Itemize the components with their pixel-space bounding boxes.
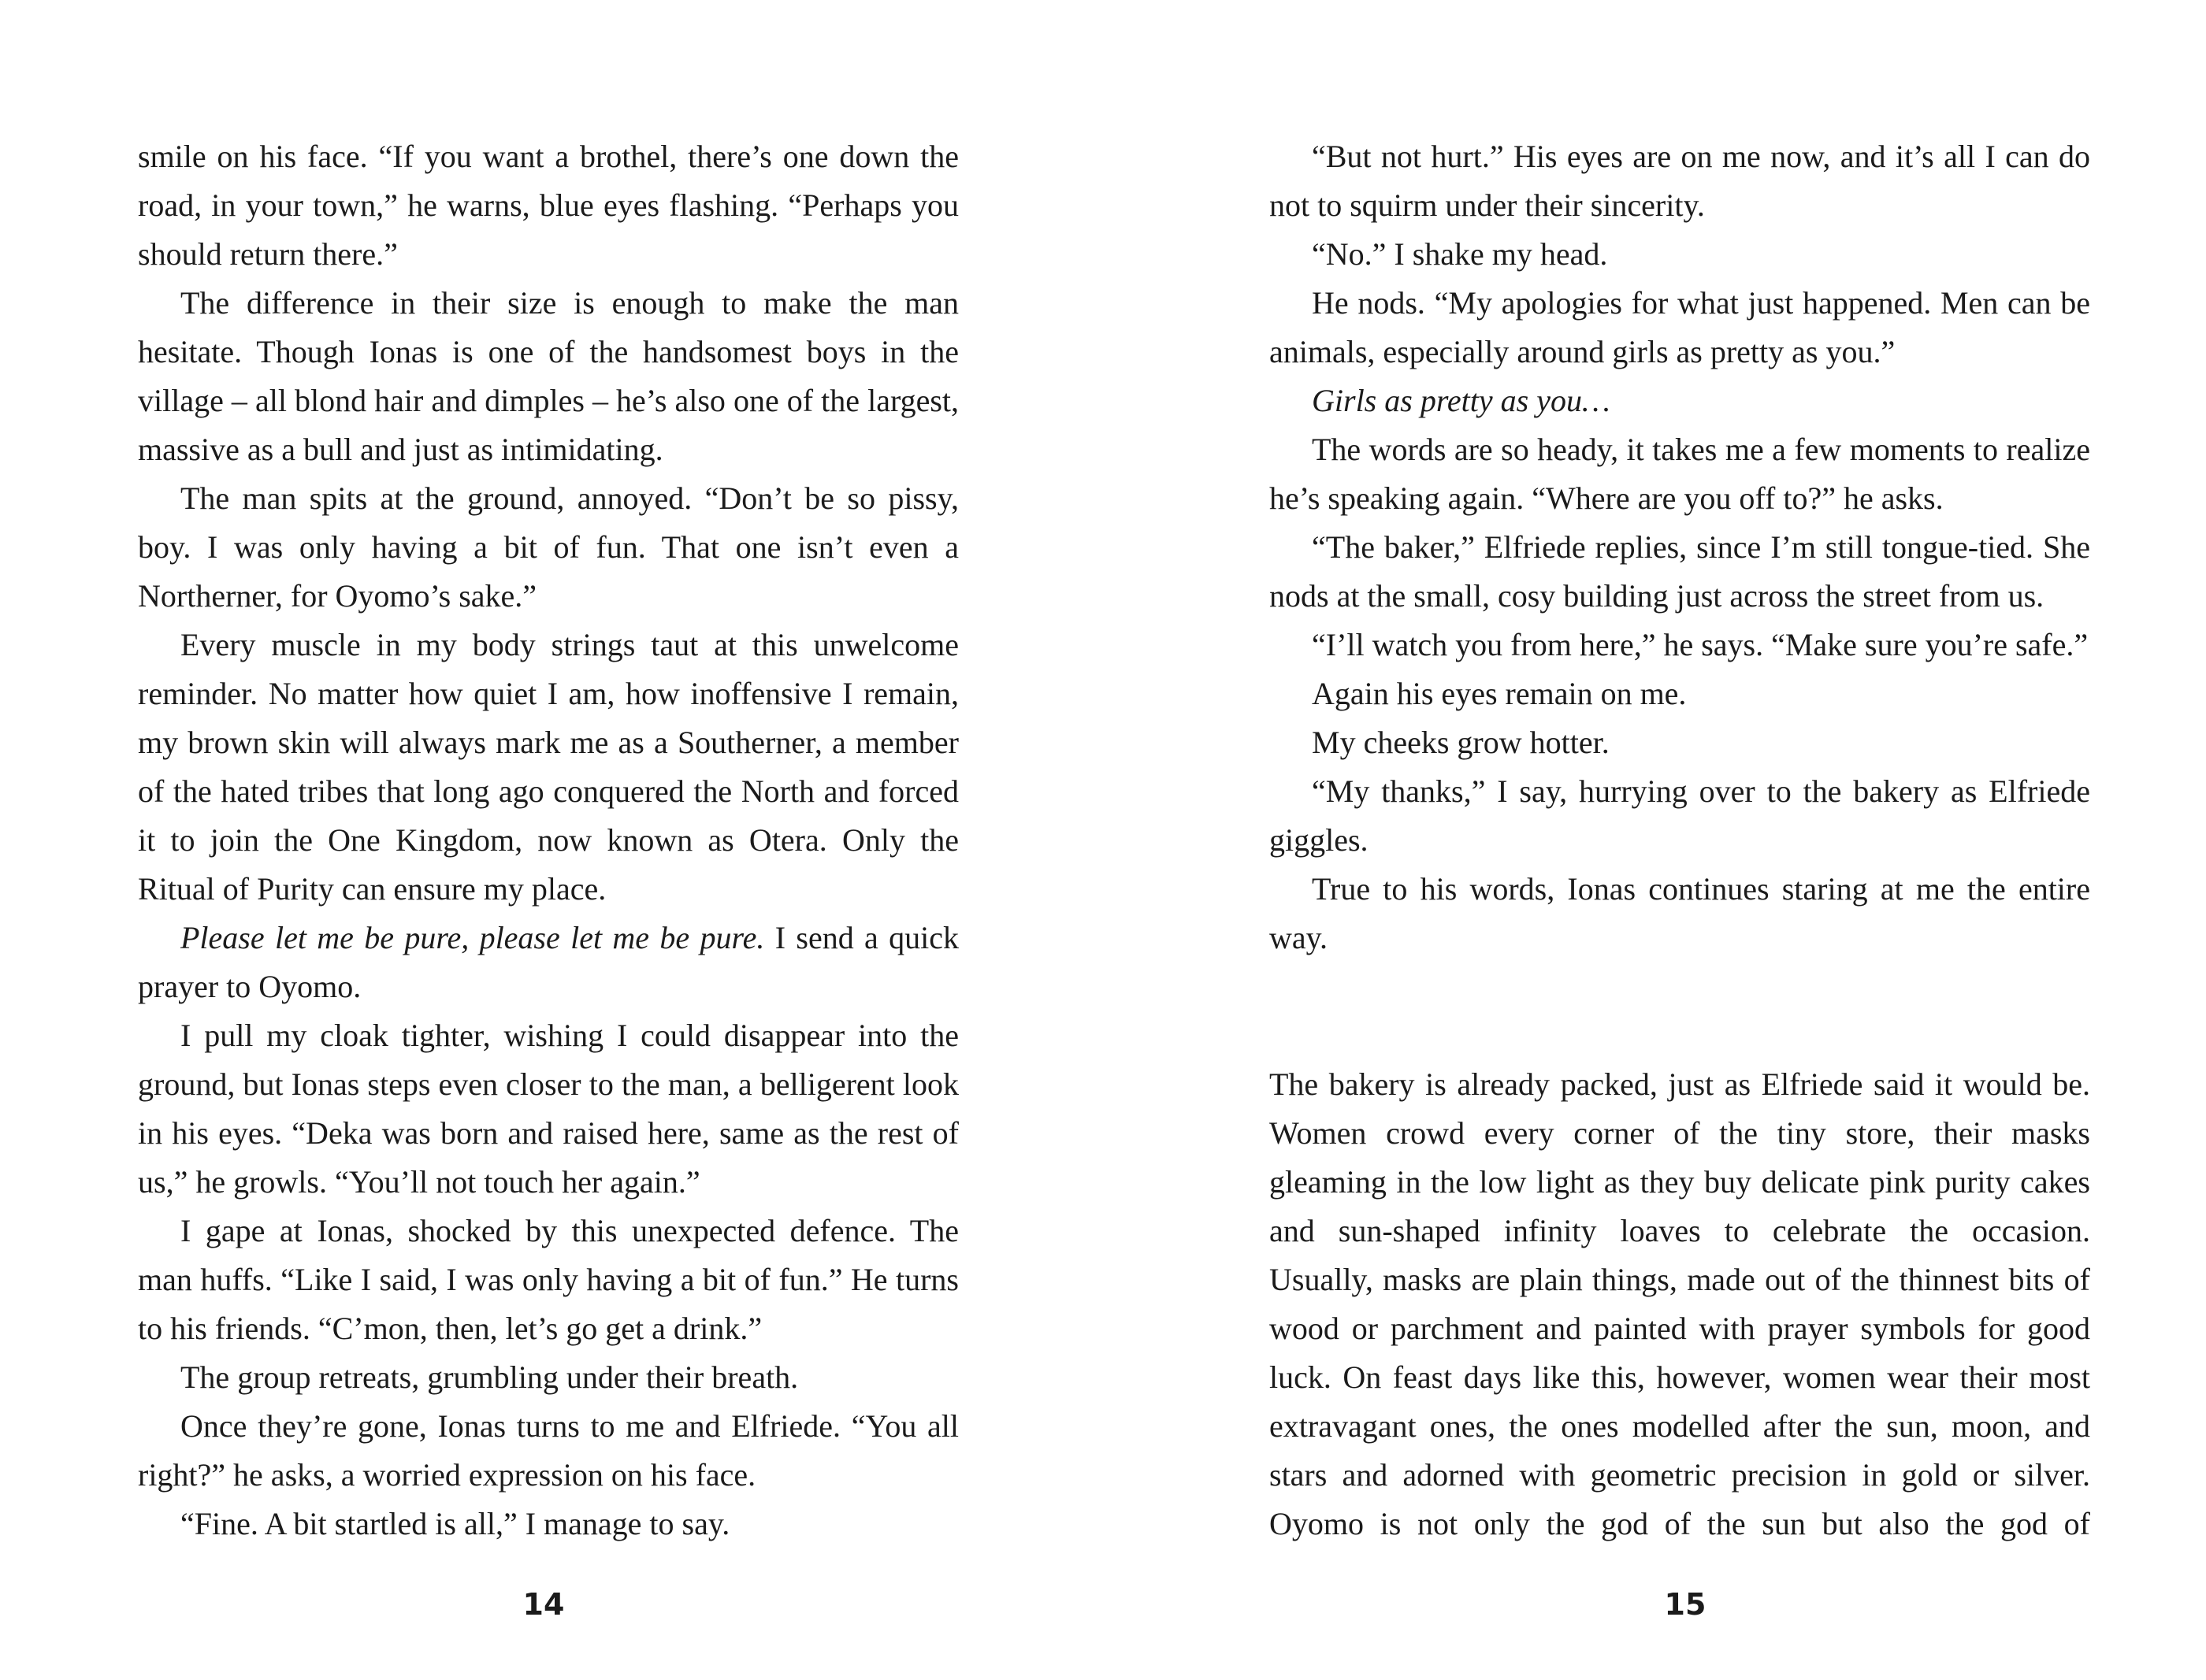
- prayer-italic-text: Please let me be pure, please let me be pure.: [180, 920, 765, 955]
- paragraph: “I’ll watch you from here,” he says. “Make sure you’re safe.”: [1312, 627, 2089, 662]
- prayer-paragraph: [138, 914, 959, 1011]
- section-paragraph: The bakery is already packed, just as Elfriede said it would be. Women crowd every corner of the tiny store, their masks gleaming in the low light as they buy delicate pink purity cakes and sun-shaped infinity loaves to celebrate the occasion. Usually, masks are plain things, made out of the thinnest bits of wood or parchment and painted with prayer symbols for good luck. On feast days like this, however, women wear their most extravagant ones, the ones modelled after the sun, moon, and stars and adorned with geometric precision in gold or silver. Oyomo is not only the god of the sun but also the god of: [1269, 1066, 2090, 1541]
- paragraph: smile on his face. “If you want a brothel, there’s one down the road, in your town,” he warns, blue eyes flashing. “Perhaps you should return there.”: [138, 139, 959, 272]
- page-number-right: 15: [1664, 1587, 1706, 1622]
- paragraph: “The baker,” Elfriede replies, since I’m still tongue-tied. She nods at the small, cosy building just across the street from us.: [1269, 529, 2090, 614]
- italic-thought: [1269, 376, 2090, 425]
- paragraph: Again his eyes remain on me.: [1312, 676, 1687, 711]
- paragraph: My cheeks grow hotter.: [1312, 725, 1610, 760]
- paragraph: “Fine. A bit startled is all,” I manage to say.: [180, 1506, 730, 1541]
- paragraph: “My thanks,” I say, hurrying over to the bakery as Elfriede giggles.: [1269, 773, 2090, 858]
- paragraph: I pull my cloak tighter, wishing I could disappear into the ground, but Ionas steps even closer to the man, a belligerent look in his eyes. “Deka was born and raised here, same as the rest of us,” he growls. “You’ll not touch her again.”: [138, 1018, 959, 1200]
- prayer-rest-text: I send a quick prayer to Oyomo.: [138, 920, 960, 1004]
- paragraph: I gape at Ionas, shocked by this unexpected defence. The man huffs. “Like I said, I was only having a bit of fun.” He turns to his friends. “C’mon, then, let’s go get a drink.”: [138, 1213, 959, 1346]
- left-page: [138, 132, 959, 1548]
- paragraph: The words are so heady, it takes me a few moments to realize he’s speaking again. “Where are you off to?” he asks.: [1269, 432, 2090, 516]
- paragraph: The man spits at the ground, annoyed. “Don’t be so pissy, boy. I was only having a bit of fun. That one isn’t even a Northerner, for Oyomo’s sake.”: [138, 480, 959, 614]
- paragraph: True to his words, Ionas continues staring at me the entire way.: [1269, 871, 2090, 955]
- paragraph: He nods. “My apologies for what just happened. Men can be animals, especially around girls as pretty as you.”: [1269, 285, 2090, 369]
- right-page: [1269, 132, 2090, 1548]
- paragraph: Once they’re gone, Ionas turns to me and Elfriede. “You all right?” he asks, a worried expression on his face.: [138, 1408, 959, 1493]
- paragraph: “No.” I shake my head.: [1312, 236, 1608, 272]
- paragraph: “But not hurt.” His eyes are on me now, and it’s all I can do not to squirm under their sincerity.: [1269, 139, 2090, 223]
- italic-thought-text: Girls as pretty as you…: [1312, 383, 1610, 418]
- scene-break: [1269, 962, 2090, 1060]
- page-number-left: 14: [522, 1587, 565, 1622]
- paragraph: The group retreats, grumbling under their breath.: [180, 1359, 799, 1395]
- paragraph: The difference in their size is enough to make the man hesitate. Though Ionas is one of the handsomest boys in the village – all blond hair and dimples – he’s also one of the largest, massive as a bull and just as intimidating.: [138, 285, 959, 467]
- paragraph: Every muscle in my body strings taut at this unwelcome reminder. No matter how quiet I am, how inoffensive I remain, my brown skin will always mark me as a Southerner, a member of the hated tribes that long ago conquered the North and forced it to join the One Kingdom, now known as Otera. Only the Ritual of Purity can ensure my place.: [138, 627, 959, 907]
